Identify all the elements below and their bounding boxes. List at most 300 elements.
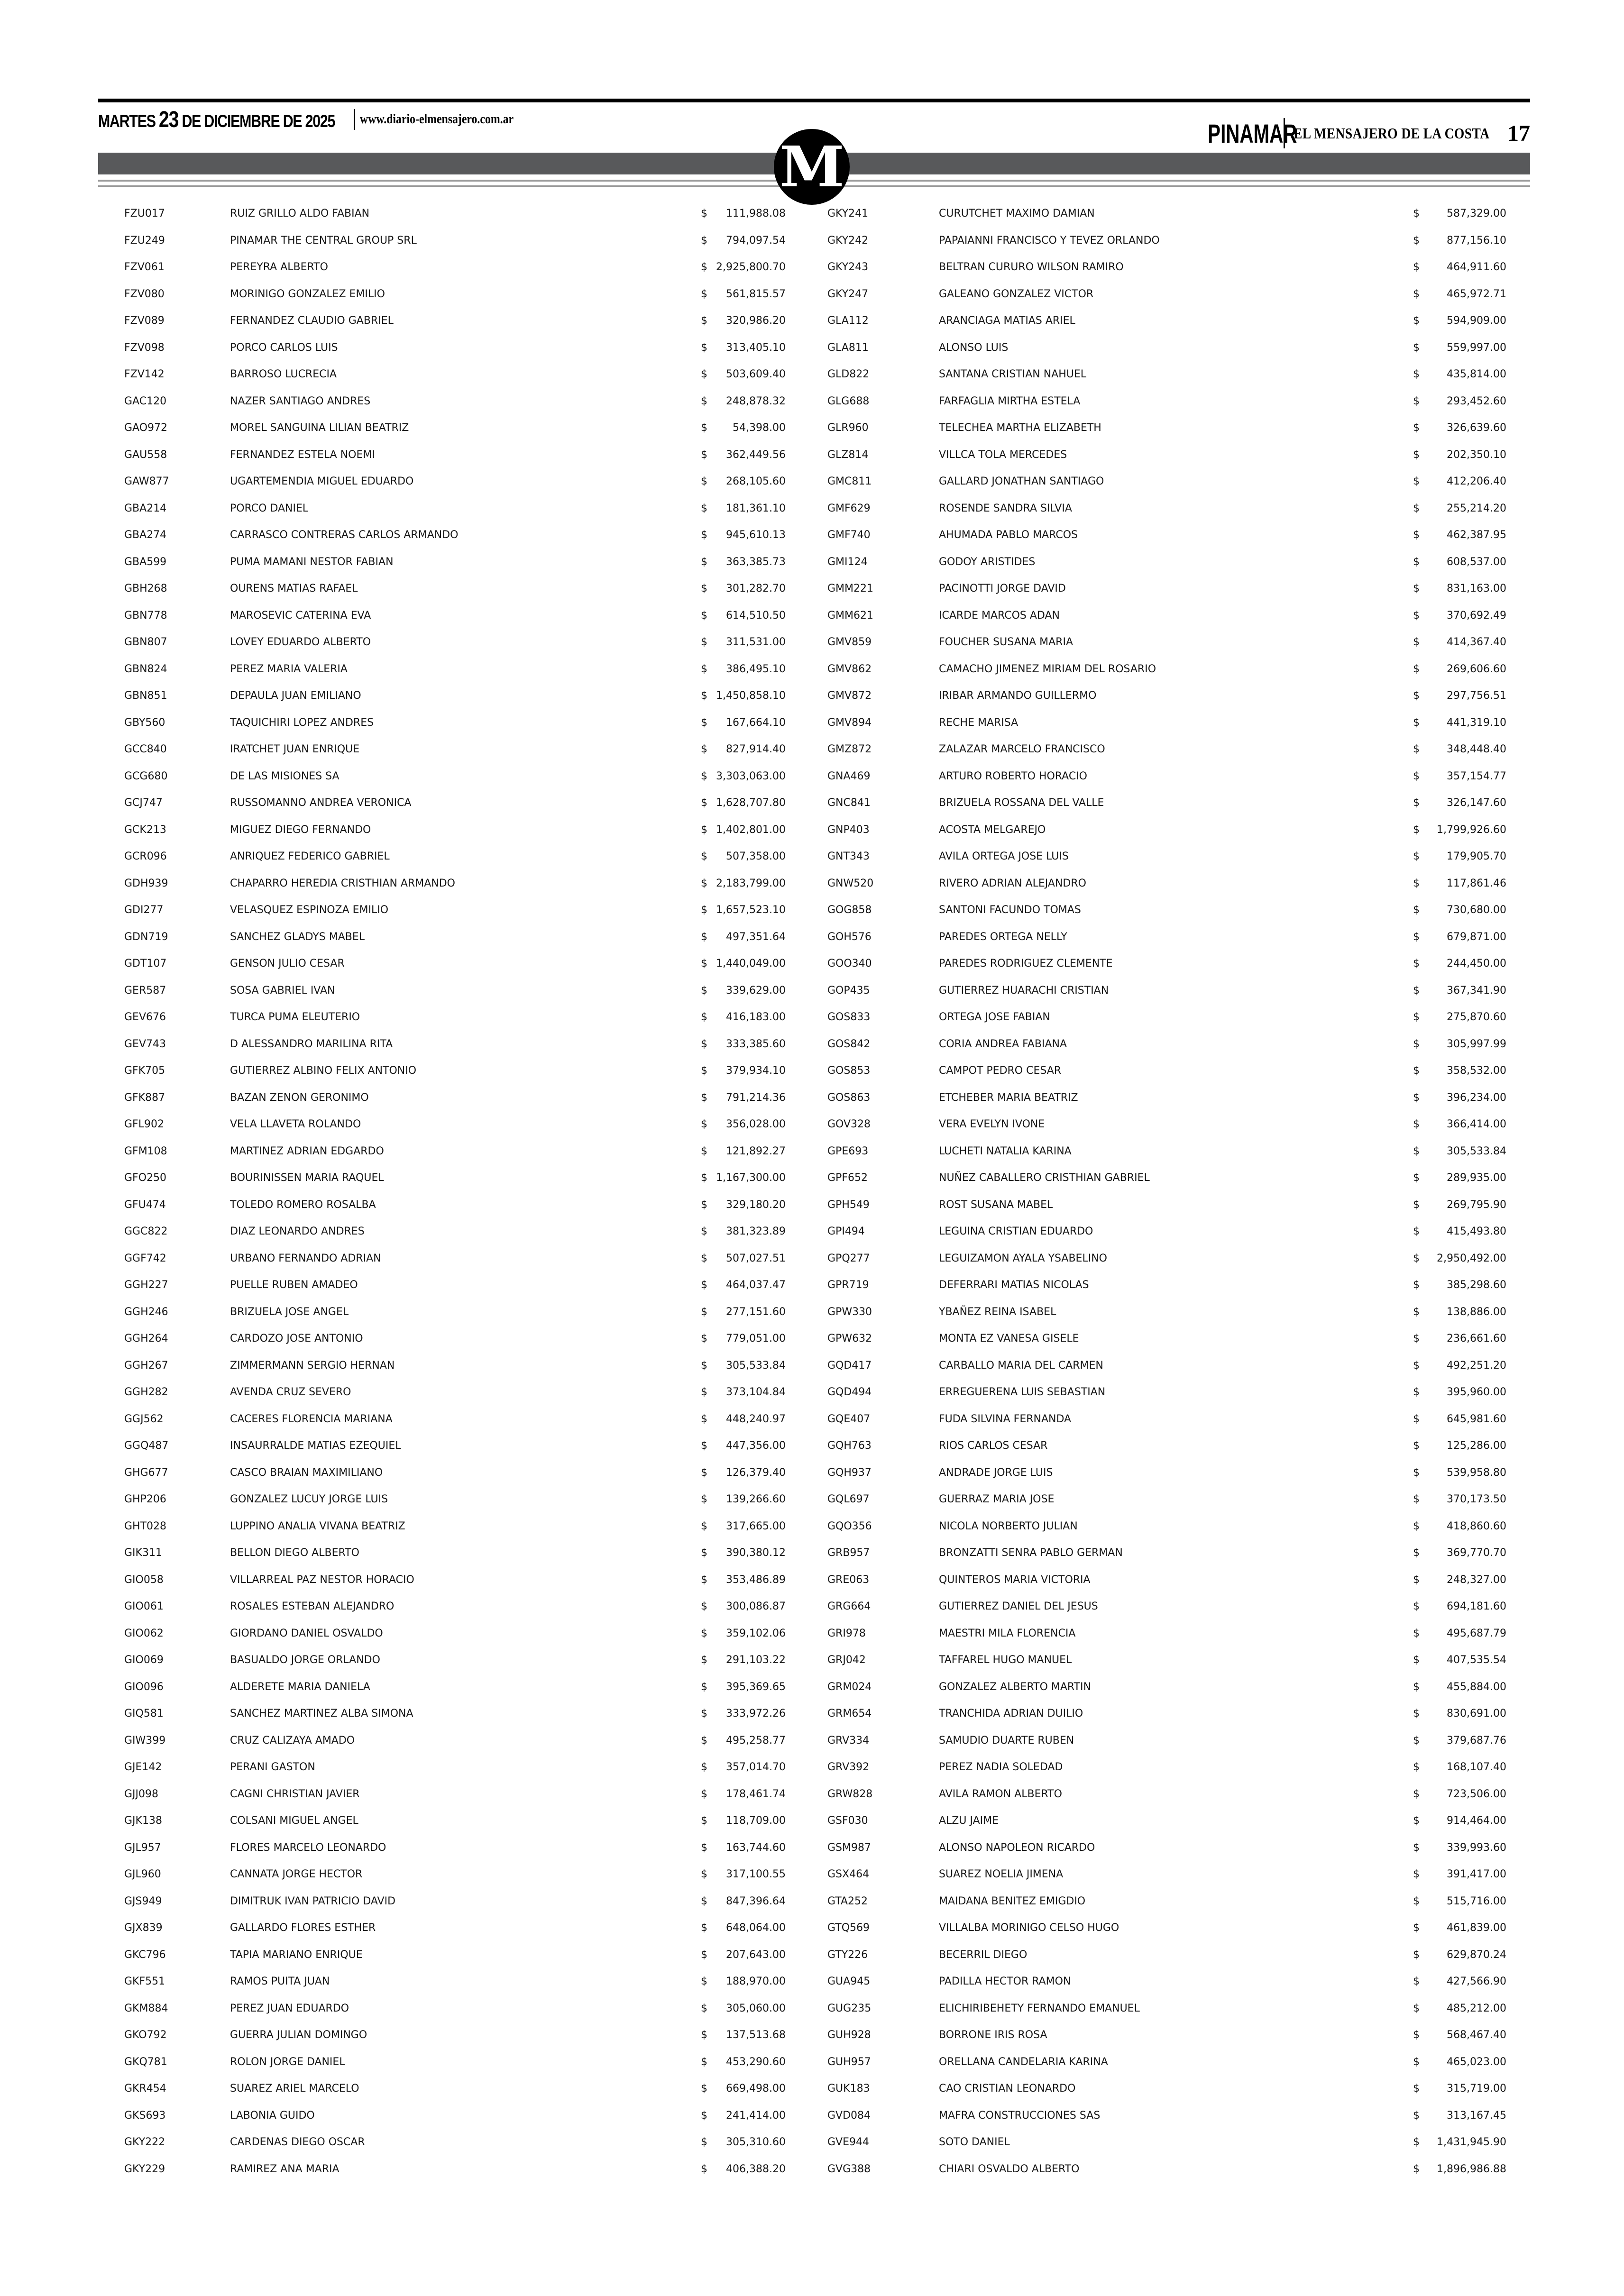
owner-name: MAESTRI MILA FLORENCIA: [939, 1627, 1076, 1639]
owner-name: NAZER SANTIAGO ANDRES: [230, 395, 371, 407]
currency-symbol: $: [701, 583, 707, 595]
owner-name: GALEANO GONZALEZ VICTOR: [939, 288, 1094, 300]
currency-symbol: $: [701, 422, 707, 434]
debt-amount: 305,533.84: [1447, 1145, 1506, 1157]
currency-symbol: $: [701, 1976, 707, 1987]
debt-amount: 830,691.00: [1447, 1708, 1506, 1720]
plate-code: GVG388: [827, 2163, 871, 2175]
list-item: [124, 1754, 788, 1781]
currency-symbol: $: [701, 1306, 707, 1318]
debt-amount: 455,884.00: [1447, 1681, 1506, 1693]
list-item: [827, 2129, 1506, 2156]
list-item: [124, 1272, 788, 1299]
plate-code: GCG680: [124, 770, 168, 782]
debt-amount: 648,064.00: [726, 1922, 786, 1934]
currency-symbol: $: [1413, 797, 1420, 809]
header-section-line: [1173, 116, 1530, 150]
debt-amount: 723,506.00: [1447, 1788, 1506, 1800]
debt-amount: 412,206.40: [1447, 476, 1506, 487]
list-item: [124, 2076, 788, 2103]
debt-amount: 1,657,523.10: [716, 904, 786, 916]
debt-amount: 794,097.54: [726, 234, 786, 247]
list-item: [124, 1192, 788, 1219]
list-item: [124, 1326, 788, 1353]
debt-amount: 369,770.70: [1447, 1547, 1506, 1559]
list-item: [827, 1968, 1506, 1995]
plate-code: GGF742: [124, 1252, 166, 1264]
list-item: [124, 522, 788, 549]
owner-name: ROLON JORGE DANIEL: [230, 2056, 345, 2068]
debt-amount: 1,799,926.60: [1437, 823, 1506, 836]
debt-amount: 587,329.00: [1447, 208, 1506, 220]
plate-code: GNT343: [827, 851, 870, 862]
list-item: [827, 308, 1506, 335]
list-item: [827, 870, 1506, 897]
owner-name: AHUMADA PABLO MARCOS: [939, 529, 1078, 541]
plate-code: GJS949: [124, 1895, 162, 1907]
debt-amount: 379,687.76: [1447, 1734, 1506, 1747]
plate-code: GMC811: [827, 476, 872, 487]
currency-symbol: $: [1413, 1788, 1420, 1800]
owner-name: PUELLE RUBEN AMADEO: [230, 1279, 358, 1291]
plate-code: GLD822: [827, 368, 870, 380]
debt-amount: 348,448.40: [1447, 743, 1506, 755]
plate-code: GQH763: [827, 1440, 872, 1452]
currency-symbol: $: [701, 636, 707, 648]
list-item: [124, 1674, 788, 1701]
plate-code: GLA112: [827, 315, 869, 327]
debt-amount: 485,212.00: [1447, 2002, 1506, 2014]
plate-code: GMM221: [827, 583, 874, 595]
list-item: [827, 924, 1506, 951]
header-website-link[interactable]: www.diario-elmensajero.com.ar: [359, 112, 514, 127]
owner-name: ORELLANA CANDELARIA KARINA: [939, 2056, 1108, 2068]
list-item: [827, 522, 1506, 549]
debt-amount: 275,870.60: [1447, 1011, 1506, 1023]
plate-code: GDI277: [124, 904, 164, 916]
debt-amount: 416,183.00: [726, 1011, 786, 1023]
list-item: [124, 1379, 788, 1406]
currency-symbol: $: [1413, 1708, 1420, 1720]
currency-symbol: $: [701, 2002, 707, 2014]
list-item: [124, 576, 788, 603]
currency-symbol: $: [701, 1654, 707, 1666]
owner-name: ALZU JAIME: [939, 1815, 999, 1827]
list-item: [124, 1406, 788, 1433]
currency-symbol: $: [1413, 770, 1420, 782]
owner-name: PAREDES ORTEGA NELLY: [939, 931, 1067, 943]
debt-amount: 945,610.13: [726, 529, 786, 541]
list-item: [827, 335, 1506, 362]
plate-code: FZV142: [124, 368, 165, 380]
currency-symbol: $: [701, 261, 707, 273]
list-item: [827, 228, 1506, 255]
owner-name: LUCHETI NATALIA KARINA: [939, 1145, 1072, 1157]
currency-symbol: $: [1413, 1493, 1420, 1505]
owner-name: LABONIA GUIDO: [230, 2109, 315, 2122]
list-item: [827, 468, 1506, 495]
plate-code: GSX464: [827, 1868, 870, 1880]
debt-amount: 179,905.70: [1447, 851, 1506, 862]
header-top-rule: [98, 99, 1530, 102]
currency-symbol: $: [1413, 2029, 1420, 2041]
currency-symbol: $: [701, 1895, 707, 1907]
list-item: [124, 1085, 788, 1112]
owner-name: BECERRIL DIEGO: [939, 1948, 1028, 1961]
currency-symbol: $: [701, 288, 707, 300]
currency-symbol: $: [1413, 716, 1420, 729]
plate-code: GBN851: [124, 690, 167, 702]
owner-name: AVILA ORTEGA JOSE LUIS: [939, 851, 1069, 862]
plate-code: GJL960: [124, 1868, 161, 1880]
plate-code: GRM024: [827, 1681, 872, 1693]
debt-amount: 791,214.36: [726, 1091, 786, 1104]
owner-name: VILLCA TOLA MERCEDES: [939, 448, 1067, 461]
plate-code: GOP435: [827, 984, 870, 997]
debt-amount: 465,023.00: [1447, 2056, 1506, 2068]
owner-name: PEREYRA ALBERTO: [230, 261, 328, 273]
currency-symbol: $: [701, 1841, 707, 1854]
list-item: [124, 1808, 788, 1835]
plate-code: GRV334: [827, 1734, 870, 1747]
owner-name: BAZAN ZENON GERONIMO: [230, 1091, 369, 1104]
plate-code: GHT028: [124, 1520, 167, 1532]
list-item: [827, 201, 1506, 228]
plate-code: GKY229: [124, 2163, 165, 2175]
list-item: [124, 1593, 788, 1620]
list-left-column: [124, 201, 788, 2183]
debt-amount: 465,972.71: [1447, 288, 1506, 300]
currency-symbol: $: [701, 663, 707, 675]
plate-code: GKF551: [124, 1976, 165, 1987]
plate-code: GGH282: [124, 1386, 168, 1398]
plate-code: FZV089: [124, 315, 165, 327]
list-item: [124, 468, 788, 495]
owner-name: CHAPARRO HEREDIA CRISTHIAN ARMANDO: [230, 877, 455, 889]
plate-code: FZV080: [124, 288, 165, 300]
plate-code: GFU474: [124, 1198, 166, 1211]
currency-symbol: $: [1413, 636, 1420, 648]
list-item: [124, 388, 788, 415]
currency-symbol: $: [1413, 931, 1420, 943]
currency-symbol: $: [701, 476, 707, 487]
owner-name: BRIZUELA ROSSANA DEL VALLE: [939, 797, 1104, 809]
plate-code: GGQ487: [124, 1440, 169, 1452]
owner-name: AVILA RAMON ALBERTO: [939, 1788, 1062, 1800]
owner-name: LEGUIZAMON AYALA YSABELINO: [939, 1252, 1107, 1264]
owner-name: PORCO DANIEL: [230, 502, 309, 514]
plate-code: GFK887: [124, 1091, 165, 1104]
owner-name: BOURINISSEN MARIA RAQUEL: [230, 1172, 384, 1184]
currency-symbol: $: [701, 1145, 707, 1157]
plate-code: GAU558: [124, 448, 167, 461]
plate-code: GPF652: [827, 1172, 868, 1184]
list-item: [827, 1701, 1506, 1728]
currency-symbol: $: [1413, 1841, 1420, 1854]
owner-name: GUTIERREZ HUARACHI CRISTIAN: [939, 984, 1109, 997]
list-item: [827, 1540, 1506, 1567]
debt-amount: 492,251.20: [1447, 1359, 1506, 1372]
owner-name: DE LAS MISIONES SA: [230, 770, 339, 782]
owner-name: CARBALLO MARIA DEL CARMEN: [939, 1359, 1103, 1372]
currency-symbol: $: [701, 2136, 707, 2148]
list-item: [124, 308, 788, 335]
plate-code: GQL697: [827, 1493, 870, 1505]
currency-symbol: $: [1413, 1895, 1420, 1907]
debt-amount: 126,379.40: [726, 1466, 786, 1479]
owner-name: ALONSO NAPOLEON RICARDO: [939, 1841, 1095, 1854]
plate-code: GKY247: [827, 288, 869, 300]
debt-amount: 694,181.60: [1447, 1601, 1506, 1612]
list-item: [827, 1460, 1506, 1487]
currency-symbol: $: [1413, 2109, 1420, 2122]
owner-name: PEREZ JUAN EDUARDO: [230, 2002, 349, 2014]
currency-symbol: $: [701, 1038, 707, 1050]
debt-amount: 453,290.60: [726, 2056, 786, 2068]
currency-symbol: $: [1413, 2056, 1420, 2068]
list-right-column: [827, 201, 1506, 2183]
debt-amount: 407,535.54: [1447, 1654, 1506, 1666]
debt-amount: 358,532.00: [1447, 1065, 1506, 1077]
owner-name: ICARDE MARCOS ADAN: [939, 609, 1060, 622]
debt-amount: 181,361.10: [726, 502, 786, 514]
debt-amount: 305,533.84: [726, 1359, 786, 1372]
debt-amount: 379,934.10: [726, 1065, 786, 1077]
plate-code: GVE944: [827, 2136, 869, 2148]
currency-symbol: $: [701, 1573, 707, 1586]
list-item: [124, 629, 788, 656]
owner-name: FLORES MARCELO LEONARDO: [230, 1841, 386, 1854]
date-month-year: DE DICIEMBRE DE 2025: [178, 111, 335, 131]
plate-code: GGH227: [124, 1279, 168, 1291]
currency-symbol: $: [1413, 2163, 1420, 2175]
list-item: [124, 683, 788, 710]
owner-name: TURCA PUMA ELEUTERIO: [230, 1011, 360, 1023]
debt-amount: 353,486.89: [726, 1573, 786, 1586]
debt-amount: 435,814.00: [1447, 368, 1506, 380]
owner-name: ACOSTA MELGAREJO: [939, 823, 1046, 836]
currency-symbol: $: [701, 234, 707, 247]
plate-code: GLG688: [827, 395, 870, 407]
currency-symbol: $: [701, 2029, 707, 2041]
plate-code: GOS842: [827, 1038, 871, 1050]
owner-name: RUSSOMANNO ANDREA VERONICA: [230, 797, 412, 809]
list-item: [827, 1299, 1506, 1326]
currency-symbol: $: [1413, 1226, 1420, 1237]
currency-symbol: $: [1413, 1734, 1420, 1747]
debt-amount: 385,298.60: [1447, 1279, 1506, 1291]
owner-name: TOLEDO ROMERO ROSALBA: [230, 1198, 376, 1211]
list-item: [827, 603, 1506, 630]
currency-symbol: $: [1413, 315, 1420, 327]
currency-symbol: $: [1413, 1761, 1420, 1773]
owner-name: ETCHEBER MARIA BEATRIZ: [939, 1091, 1078, 1104]
plate-code: GQH937: [827, 1466, 872, 1479]
currency-symbol: $: [1413, 1386, 1420, 1398]
owner-name: DIMITRUK IVAN PATRICIO DAVID: [230, 1895, 396, 1907]
plate-code: GEV743: [124, 1038, 166, 1050]
debt-amount: 305,997.99: [1447, 1038, 1506, 1050]
plate-code: GUH928: [827, 2029, 871, 2041]
list-item: [827, 710, 1506, 737]
currency-symbol: $: [1413, 877, 1420, 889]
plate-code: GIO069: [124, 1654, 164, 1666]
plate-code: GIW399: [124, 1734, 166, 1747]
list-item: [827, 1353, 1506, 1380]
plate-code: GBN807: [124, 636, 167, 648]
debt-amount: 495,258.77: [726, 1734, 786, 1747]
plate-code: GQD494: [827, 1386, 872, 1398]
debt-amount: 2,183,799.00: [716, 877, 786, 889]
debt-amount: 202,350.10: [1447, 448, 1506, 461]
currency-symbol: $: [701, 1011, 707, 1023]
owner-name: GODOY ARISTIDES: [939, 556, 1036, 568]
owner-name: GENSON JULIO CESAR: [230, 958, 345, 970]
debt-amount: 515,716.00: [1447, 1895, 1506, 1907]
list-item: [124, 2022, 788, 2049]
plate-code: GOO340: [827, 958, 872, 970]
debt-amount: 3,303,063.00: [716, 770, 786, 782]
list-item: [827, 1781, 1506, 1808]
debt-amount: 464,037.47: [726, 1279, 786, 1291]
currency-symbol: $: [1413, 395, 1420, 407]
list-item: [124, 1861, 788, 1888]
debt-amount: 877,156.10: [1447, 234, 1506, 247]
plate-code: GIO062: [124, 1627, 164, 1639]
list-item: [124, 335, 788, 362]
plate-code: GIO061: [124, 1601, 164, 1612]
list-item: [124, 1942, 788, 1969]
owner-name: QUINTEROS MARIA VICTORIA: [939, 1573, 1091, 1586]
debt-amount: 326,639.60: [1447, 422, 1506, 434]
plate-code: GFO250: [124, 1172, 167, 1184]
list-item: [124, 1995, 788, 2022]
debt-amount: 248,327.00: [1447, 1573, 1506, 1586]
plate-code: GMI124: [827, 556, 868, 568]
plate-code: GKM884: [124, 2002, 168, 2014]
debt-amount: 679,871.00: [1447, 931, 1506, 943]
owner-name: CHIARI OSVALDO ALBERTO: [939, 2163, 1080, 2175]
list-item: [827, 495, 1506, 522]
currency-symbol: $: [701, 341, 707, 354]
currency-symbol: $: [1413, 904, 1420, 916]
owner-name: RAMIREZ ANA MARIA: [230, 2163, 339, 2175]
owner-name: RUIZ GRILLO ALDO FABIAN: [230, 208, 370, 220]
debt-amount: 363,385.73: [726, 556, 786, 568]
currency-symbol: $: [1413, 1333, 1420, 1345]
plate-code: GRJ042: [827, 1654, 866, 1666]
list-item: [827, 2022, 1506, 2049]
debt-amount: 291,103.22: [726, 1654, 786, 1666]
currency-symbol: $: [1413, 1466, 1420, 1479]
plate-code: GOS853: [827, 1065, 871, 1077]
plate-code: GUK183: [827, 2083, 870, 2095]
debt-amount: 381,323.89: [726, 1226, 786, 1237]
owner-name: FOUCHER SUSANA MARIA: [939, 636, 1073, 648]
owner-name: CAMACHO JIMENEZ MIRIAM DEL ROSARIO: [939, 663, 1156, 675]
owner-name: CORIA ANDREA FABIANA: [939, 1038, 1067, 1050]
list-item: [827, 978, 1506, 1005]
debt-amount: 390,380.12: [726, 1547, 786, 1559]
currency-symbol: $: [1413, 556, 1420, 568]
debt-amount: 293,452.60: [1447, 395, 1506, 407]
debt-amount: 414,367.40: [1447, 636, 1506, 648]
currency-symbol: $: [701, 1386, 707, 1398]
owner-name: DIAZ LEONARDO ANDRES: [230, 1226, 365, 1237]
plate-code: GSF030: [827, 1815, 868, 1827]
currency-symbol: $: [701, 1198, 707, 1211]
currency-symbol: $: [1413, 422, 1420, 434]
currency-symbol: $: [701, 1922, 707, 1934]
plate-code: GPI494: [827, 1226, 865, 1237]
owner-name: VELASQUEZ ESPINOZA EMILIO: [230, 904, 389, 916]
plate-code: GGH267: [124, 1359, 168, 1372]
list-item: [124, 201, 788, 228]
owner-name: BASUALDO JORGE ORLANDO: [230, 1654, 380, 1666]
list-item: [827, 1835, 1506, 1862]
plate-code: GNA469: [827, 770, 871, 782]
plate-code: FZV061: [124, 261, 165, 273]
owner-name: PERANI GASTON: [230, 1761, 315, 1773]
plate-code: GMZ872: [827, 743, 872, 755]
currency-symbol: $: [701, 208, 707, 220]
owner-name: PORCO CARLOS LUIS: [230, 341, 338, 354]
debt-amount: 418,860.60: [1447, 1520, 1506, 1532]
debt-amount: 1,628,707.80: [716, 797, 786, 809]
debt-amount: 168,107.40: [1447, 1761, 1506, 1773]
plate-code: GKY243: [827, 261, 869, 273]
owner-name: BORRONE IRIS ROSA: [939, 2029, 1047, 2041]
debt-amount: 326,147.60: [1447, 797, 1506, 809]
owner-name: PAPAIANNI FRANCISCO Y TEVEZ ORLANDO: [939, 234, 1160, 247]
list-item: [827, 1245, 1506, 1272]
currency-symbol: $: [701, 904, 707, 916]
currency-symbol: $: [701, 1734, 707, 1747]
list-item: [827, 1808, 1506, 1835]
debt-amount: 317,100.55: [726, 1868, 786, 1880]
list-item: [124, 2156, 788, 2183]
currency-symbol: $: [1413, 958, 1420, 970]
currency-symbol: $: [1413, 690, 1420, 702]
currency-symbol: $: [701, 1547, 707, 1559]
plate-code: GBA214: [124, 502, 167, 514]
plate-code: GIO058: [124, 1573, 164, 1586]
list-item: [124, 1460, 788, 1487]
owner-name: GUERRAZ MARIA JOSE: [939, 1493, 1055, 1505]
plate-code: GRW828: [827, 1788, 873, 1800]
debt-amount: 339,993.60: [1447, 1841, 1506, 1854]
owner-name: BELLON DIEGO ALBERTO: [230, 1547, 359, 1559]
plate-code: GBH268: [124, 583, 167, 595]
currency-symbol: $: [1413, 2136, 1420, 2148]
plate-code: GBN824: [124, 663, 167, 675]
currency-symbol: $: [1413, 502, 1420, 514]
debt-amount: 507,027.51: [726, 1252, 786, 1264]
owner-name: ELICHIRIBEHETY FERNANDO EMANUEL: [939, 2002, 1140, 2014]
debt-amount: 447,356.00: [726, 1440, 786, 1452]
debt-amount: 594,909.00: [1447, 315, 1506, 327]
owner-name: MAIDANA BENITEZ EMIGDIO: [939, 1895, 1086, 1907]
owner-name: BARROSO LUCRECIA: [230, 368, 337, 380]
owner-name: ZIMMERMANN SERGIO HERNAN: [230, 1359, 395, 1372]
plate-code: GPW330: [827, 1306, 872, 1318]
list-item: [124, 1058, 788, 1085]
debt-amount: 2,950,492.00: [1437, 1252, 1506, 1264]
list-item: [827, 1567, 1506, 1594]
list-item: [827, 790, 1506, 817]
plate-code: GMV894: [827, 716, 872, 729]
currency-symbol: $: [701, 984, 707, 997]
